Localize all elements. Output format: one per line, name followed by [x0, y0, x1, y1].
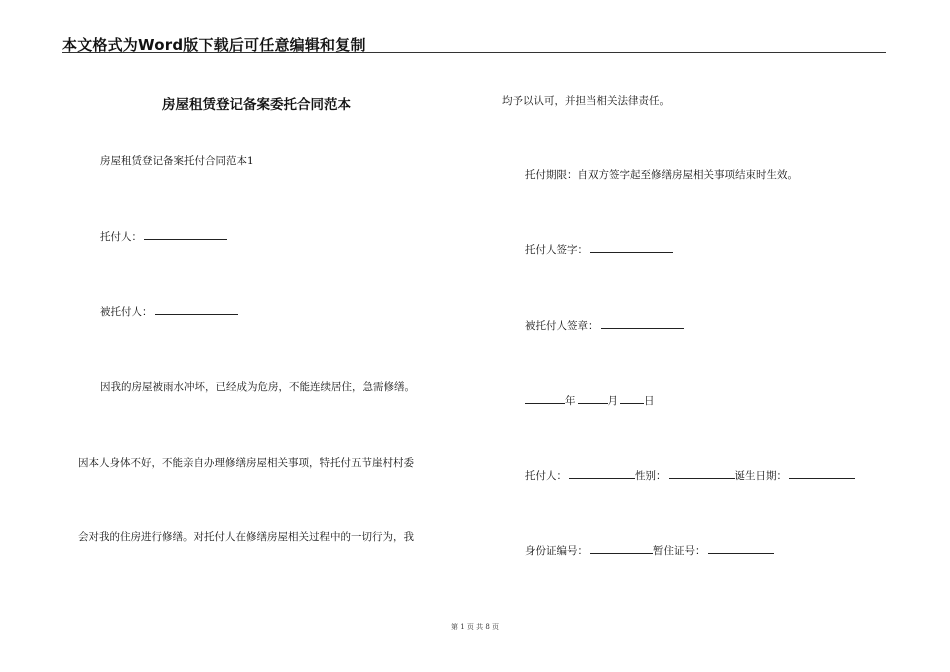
id-blank	[590, 543, 653, 554]
year-blank	[525, 393, 565, 404]
principal-line	[100, 229, 227, 244]
info-birth-blank	[789, 468, 855, 479]
principal-sign-blank	[590, 242, 673, 253]
principal-label: 托付人：	[100, 231, 142, 243]
info-principal-label: 托付人：	[525, 470, 567, 482]
info-birth-label: 诞生日期：	[734, 470, 787, 482]
agent-blank	[155, 304, 238, 315]
document-title: 房屋租赁登记备案委托合同范本	[162, 97, 351, 113]
paragraph-continued: 均予以认可，并担当相关法律责任。	[502, 95, 670, 107]
day-label: 日	[644, 395, 655, 407]
paragraph-2: 因本人身体不好，不能亲自办理修缮房屋相关事项，特托付五节崖村村委	[78, 457, 414, 469]
principal-info-line	[525, 468, 855, 483]
agent-seal-blank	[601, 318, 684, 329]
document-header: 本文格式为Word版下载后可任意编辑和复制	[62, 36, 366, 54]
principal-sign-label: 托付人签字：	[525, 244, 588, 256]
paragraph-3: 会对我的住房进行修缮。对托付人在修缮房屋相关过程中的一切行为，我	[78, 531, 414, 543]
temp-id-label: 暂住证号：	[653, 545, 706, 557]
month-label: 月	[607, 395, 618, 407]
contract-subtitle: 房屋租赁登记备案托付合同范本1	[100, 155, 254, 167]
page-number: 第 1 页 共 8 页	[450, 623, 500, 631]
info-principal-blank	[569, 468, 635, 479]
header-divider	[62, 52, 886, 53]
agent-line	[100, 304, 238, 319]
id-info-line	[525, 543, 774, 558]
info-gender-label: 性别：	[635, 470, 667, 482]
term-clause: 托付期限：自双方签字起至修缮房屋相关事项结束时生效。	[525, 169, 798, 181]
day-blank	[620, 393, 644, 404]
agent-seal-label: 被托付人签章：	[525, 320, 599, 332]
month-blank	[578, 393, 608, 404]
agent-seal-line	[525, 318, 684, 333]
info-gender-blank	[669, 468, 735, 479]
principal-blank	[144, 229, 227, 240]
date-line	[525, 393, 655, 408]
temp-id-blank	[708, 543, 774, 554]
principal-sign-line	[525, 242, 673, 257]
paragraph-1: 因我的房屋被雨水冲坏，已经成为危房，不能连续居住，急需修缮。	[100, 381, 415, 393]
agent-label: 被托付人：	[100, 306, 153, 318]
year-label: 年	[565, 395, 576, 407]
id-label: 身份证编号：	[525, 545, 588, 557]
